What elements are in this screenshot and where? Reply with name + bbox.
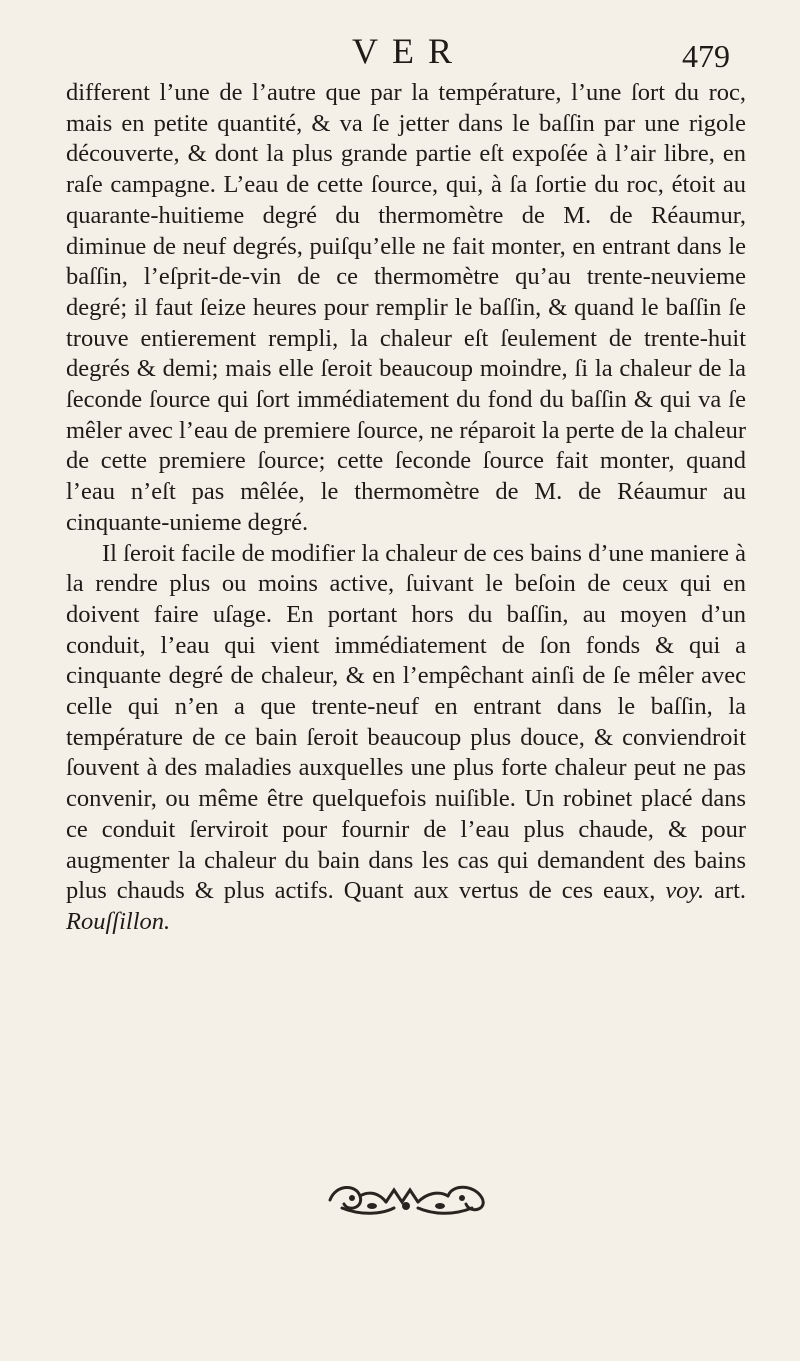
reference-voy: voy.: [665, 877, 705, 905]
reference-target: Rouſſillon.: [66, 907, 171, 935]
page-header: [0, 30, 800, 80]
page-number: 479: [682, 38, 730, 74]
paragraph-2-text: Il ſeroit facile de modifier la chaleur de ces bains d’une maniere à la rendre plus ou moins active, ſuivant le beſoin de ceux qui en doivent faire uſage. En portant hors du baſſin, au moyen d’un conduit, l’eau qui vient immédiatement de ſon fonds & qui a cinquante degré de chaleur, & en l’empêchant ainſi de ſe mêler avec celle qui n’en a que trente-neuf en entrant dans le baſſin, la température de ce bain ſeroit beaucoup plus douce, & conviendroit ſouvent à des maladies auxquelles une plus forte chaleur peut ne pas convenir, ou même être quelquefois nuiſible. Un robinet placé dans ce conduit ſerviroit pour fournir de l’eau plus chaude, & pour augmenter la chaleur du bain dans les cas qui demandent des bains plus chauds & plus actifs. Quant aux vertus de ces eaux,: [66, 539, 746, 905]
paragraph-2: [66, 539, 746, 938]
paragraph-1: different l’une de l’autre que par la température, l’une ſort du roc, mais en petite quantité, & va ſe jetter dans le baſſin par une rigole découverte, & dont la plus grande partie eſt expoſée à l’air libre, en raſe campagne. L’eau de cette ſource, qui, à ſa ſortie du roc, étoit au quarante-huitieme degré du thermomètre de M. de Réaumur, diminue de neuf degrés, puiſqu’elle ne fait monter, en entrant dans le baſſin, l’eſprit-de-vin de ce thermomètre qu’au trente-neuvieme degré; il faut ſeize heures pour remplir le baſſin, & quand le baſſin ſe trouve entierement rempli, la chaleur eſt ſeulement de trente-huit degrés & demi; mais elle ſeroit beaucoup moindre, ſi la chaleur de la ſeconde ſource qui ſort immédiatement du fond du baſſin & qui va ſe mêler avec l’eau de premiere ſource, ne réparoit la perte de la chaleur de cette premiere ſource; cette ſeconde ſource fait monter, quand l’eau n’eſt pas mêlée, le thermomètre de M. de Réaumur au cinquante-unieme degré.: [66, 79, 746, 536]
body-text: [66, 78, 746, 938]
running-head: VER: [352, 31, 466, 71]
floral-ornament-icon: [322, 1176, 492, 1222]
reference-art: art.: [704, 877, 747, 905]
